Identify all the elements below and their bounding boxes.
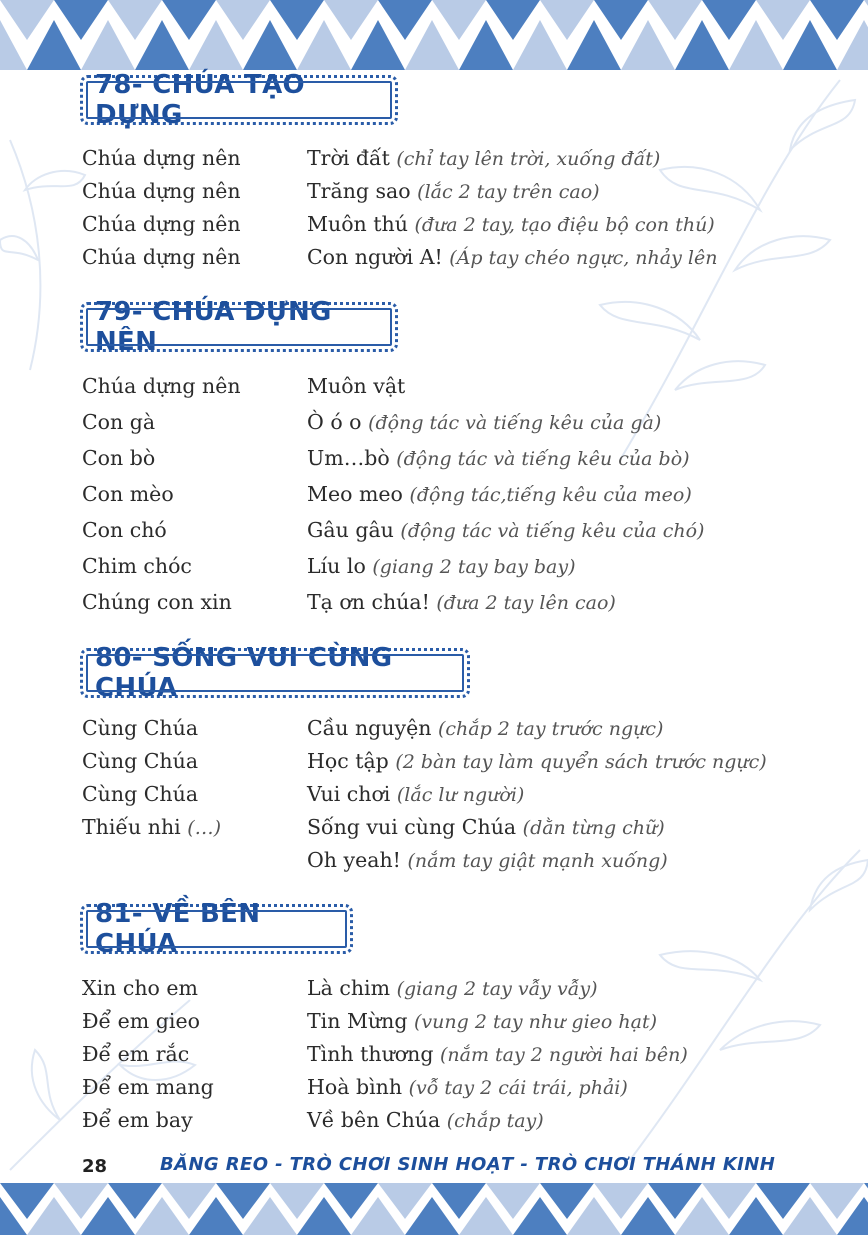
lyric-row <box>0 586 868 619</box>
lyric-right <box>307 208 715 242</box>
section-title: 79- CHÚA DỰNG NÊN <box>80 302 398 352</box>
lyric-left <box>82 175 241 209</box>
lyric-right-text: Học tập <box>307 749 389 773</box>
triangle-down <box>702 0 756 40</box>
lyric-row <box>0 370 868 403</box>
action-note: (động tác,tiếng kêu của meo) <box>409 484 692 506</box>
lyric-right <box>307 712 663 746</box>
lyric-row <box>0 550 868 583</box>
action-note: (vỗ tay 2 cái trái, phải) <box>408 1077 628 1099</box>
lyric-right-text: Trăng sao <box>307 179 411 203</box>
triangle-down <box>0 0 54 40</box>
section-title: 78- CHÚA TẠO DỰNG <box>80 75 398 125</box>
lyric-row <box>0 406 868 439</box>
triangle-down <box>648 0 702 40</box>
action-note: (dằn từng chữ) <box>522 817 665 839</box>
lyric-row <box>0 972 868 1005</box>
lyric-right <box>307 1104 544 1138</box>
lyric-left <box>82 478 174 512</box>
lyric-left-text: Con gà <box>82 410 156 434</box>
lyric-left-text: Cùng Chúa <box>82 716 199 740</box>
lyric-right-text: Líu lo <box>307 554 366 578</box>
lyric-left <box>82 550 192 584</box>
lyric-left-text: Để em rắc <box>82 1042 190 1066</box>
lyric-right <box>307 844 668 878</box>
lyric-right-text: Ò ó o <box>307 410 362 434</box>
lyric-right-text: Trời đất <box>307 146 390 170</box>
action-note: (chỉ tay lên trời, xuống đất) <box>396 148 661 170</box>
lyric-right <box>307 1005 657 1039</box>
lyric-row <box>0 778 868 811</box>
lyric-left <box>82 1071 214 1105</box>
action-note: (đưa 2 tay, tạo điệu bộ con thú) <box>414 214 715 236</box>
lyric-left <box>82 712 198 746</box>
action-note: (Áp tay chéo ngực, nhảy lên <box>449 247 718 269</box>
lyric-left-text: Con mèo <box>82 482 174 506</box>
lyric-right-text: Muôn vật <box>307 374 406 398</box>
triangle-down <box>324 0 378 40</box>
lyric-right <box>307 478 692 512</box>
lyric-right <box>307 778 524 812</box>
lyric-right-text: Cầu nguyện <box>307 716 432 740</box>
triangle-down <box>54 0 108 40</box>
page-number: 28 <box>82 1156 108 1177</box>
triangle-down <box>810 0 864 40</box>
action-note: (động tác và tiếng kêu của gà) <box>368 412 662 434</box>
action-note: (lắc lư người) <box>396 784 525 806</box>
lyric-left-text: Để em bay <box>82 1108 193 1132</box>
lyric-right-text: Hoà bình <box>307 1075 403 1099</box>
lyric-right-text: Meo meo <box>307 482 403 506</box>
lyric-right-text: Là chim <box>307 976 391 1000</box>
action-note: (giang 2 tay bay bay) <box>372 556 576 578</box>
lyric-row <box>0 1071 868 1104</box>
lyric-right <box>307 442 690 476</box>
lyric-left-text: Con chó <box>82 518 167 542</box>
lyric-left <box>82 745 198 779</box>
action-note: (vung 2 tay như gieo hạt) <box>414 1011 658 1033</box>
lyric-left <box>82 811 221 845</box>
lyric-left-text: Chúa dựng nên <box>82 374 241 398</box>
lyric-row <box>0 478 868 511</box>
lyric-row <box>0 241 868 274</box>
action-note: (nắm tay 2 người hai bên) <box>440 1044 688 1066</box>
lyric-right-text: Về bên Chúa <box>307 1108 441 1132</box>
lyric-left-text: Con bò <box>82 446 156 470</box>
lyric-right <box>307 514 704 548</box>
triangle-down <box>486 0 540 40</box>
action-note: (chắp 2 tay trước ngực) <box>437 718 664 740</box>
lyric-left-text: Cùng Chúa <box>82 782 199 806</box>
triangle-down <box>540 0 594 40</box>
lyric-right <box>307 1071 628 1105</box>
action-note: (giang 2 tay vẫy vẫy) <box>396 978 598 1000</box>
lyric-right-text: Gâu gâu <box>307 518 394 542</box>
lyric-right <box>307 550 576 584</box>
lyric-left <box>82 142 241 176</box>
lyric-right <box>307 142 660 176</box>
lyric-right <box>307 1038 688 1072</box>
lyric-right <box>307 972 598 1006</box>
lyric-right-text: Sống vui cùng Chúa <box>307 815 517 839</box>
lyric-row <box>0 745 868 778</box>
lyric-left <box>82 972 198 1006</box>
lyric-right-text: Vui chơi <box>307 782 391 806</box>
triangle-down <box>594 0 648 40</box>
lyric-right <box>307 745 767 779</box>
lyric-right-text: Tin Mừng <box>307 1009 408 1033</box>
lyric-left-text: Chúa dựng nên <box>82 146 241 170</box>
section-title: 81- VỀ BÊN CHÚA <box>80 904 353 954</box>
lyric-row <box>0 1104 868 1137</box>
lyric-left-text: Chúa dựng nên <box>82 245 241 269</box>
action-note: (2 bàn tay làm quyển sách trước ngực) <box>395 751 767 773</box>
lyric-left <box>82 1038 189 1072</box>
lyric-left-text: Để em mang <box>82 1075 214 1099</box>
triangle-down <box>216 0 270 40</box>
lyric-right-text: Tình thương <box>307 1042 434 1066</box>
lyric-right <box>307 406 661 440</box>
action-note: (đưa 2 tay lên cao) <box>436 592 616 614</box>
lyric-right <box>307 241 717 275</box>
action-note: (chắp tay) <box>446 1110 544 1132</box>
triangle-down <box>756 0 810 40</box>
triangle-down <box>378 0 432 40</box>
lyric-left <box>82 442 155 476</box>
lyric-left <box>82 406 155 440</box>
lyric-left-note: (…) <box>187 817 222 839</box>
lyric-right <box>307 586 616 620</box>
lyric-row <box>0 442 868 475</box>
bottom-triangle-border <box>0 1183 868 1235</box>
lyric-left <box>82 514 167 548</box>
lyric-right-text: Um…bò <box>307 446 390 470</box>
lyric-right <box>307 811 665 845</box>
lyric-left-text: Xin cho em <box>82 976 198 1000</box>
lyric-row <box>0 712 868 745</box>
triangle-down <box>162 0 216 40</box>
lyric-row <box>0 811 868 844</box>
lyric-row <box>0 1038 868 1071</box>
lyric-left-text: Thiếu nhi <box>82 815 181 839</box>
lyric-row <box>0 142 868 175</box>
action-note: (nắm tay giật mạnh xuống) <box>407 850 668 872</box>
section-title: 80- SỐNG VUI CÙNG CHÚA <box>80 648 470 698</box>
lyric-row <box>0 1005 868 1038</box>
triangle-down <box>270 0 324 40</box>
lyric-row <box>0 844 868 877</box>
lyric-left-text: Chúng con xin <box>82 590 232 614</box>
lyric-right-text: Con người A! <box>307 245 443 269</box>
lyric-left-text: Chim chóc <box>82 554 192 578</box>
lyric-right <box>307 370 405 404</box>
lyric-left <box>82 208 241 242</box>
lyric-right-text: Oh yeah! <box>307 848 401 872</box>
lyric-left <box>82 1005 200 1039</box>
lyric-left <box>82 586 232 620</box>
action-note: (động tác và tiếng kêu của bò) <box>396 448 690 470</box>
triangle-down <box>432 0 486 40</box>
lyric-row <box>0 208 868 241</box>
action-note: (động tác và tiếng kêu của chó) <box>400 520 705 542</box>
lyric-row <box>0 175 868 208</box>
lyric-left <box>82 1104 193 1138</box>
lyric-right-text: Muôn thú <box>307 212 408 236</box>
book-title-footer: BĂNG REO - TRÒ CHƠI SINH HOẠT - TRÒ CHƠI THÁNH KINH <box>160 1154 776 1175</box>
triangle-down <box>108 0 162 40</box>
lyric-left-text: Chúa dựng nên <box>82 179 241 203</box>
lyric-left-text: Chúa dựng nên <box>82 212 241 236</box>
lyric-left-text: Để em gieo <box>82 1009 200 1033</box>
lyric-row <box>0 514 868 547</box>
lyric-right-text: Tạ ơn chúa! <box>307 590 430 614</box>
lyric-left-text: Cùng Chúa <box>82 749 199 773</box>
action-note: (lắc 2 tay trên cao) <box>417 181 600 203</box>
lyric-left <box>82 241 241 275</box>
lyric-left <box>82 778 198 812</box>
lyric-right <box>307 175 600 209</box>
lyric-left <box>82 370 241 404</box>
